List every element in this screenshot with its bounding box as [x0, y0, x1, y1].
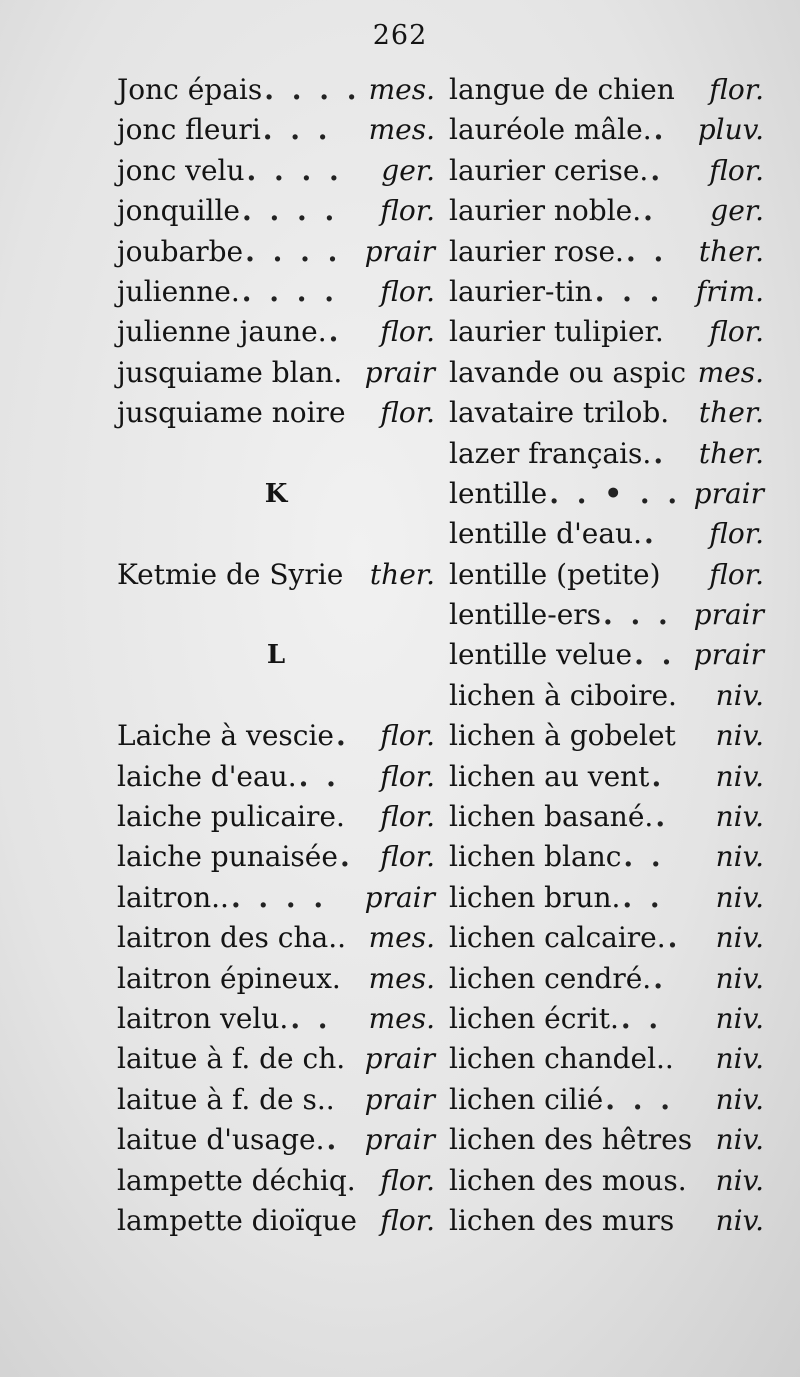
leader-dots: . — [653, 113, 668, 147]
season-abbreviation: flor. — [709, 153, 764, 187]
leader-dots: . . — [290, 1001, 332, 1035]
season-abbreviation: niv. — [715, 1001, 764, 1035]
leader-dots: . — [643, 517, 658, 551]
plant-entry — [449, 676, 764, 716]
leader-dots: . . . . — [230, 880, 328, 914]
plant-name: jusquiame blan. — [117, 355, 343, 389]
plant-name: Jonc épais — [117, 73, 263, 106]
season-abbreviation: prair — [364, 1082, 435, 1116]
plant-name: lichen à gobelet — [449, 719, 676, 753]
plant-name: lichen des mous. — [449, 1163, 687, 1197]
season-abbreviation: niv. — [715, 759, 764, 793]
leader-dots: . . — [634, 638, 676, 672]
season-abbreviation: flor. — [380, 800, 435, 834]
leader-dots: . . . — [605, 1082, 674, 1116]
season-abbreviation: niv. — [715, 840, 764, 874]
plant-name: lichen cendré. — [449, 961, 652, 995]
plant-name: lentille velue — [449, 638, 633, 672]
plant-name: laitron épineux. — [117, 961, 341, 995]
plant-name: lentille — [449, 476, 548, 510]
season-abbreviation: flor. — [380, 396, 435, 430]
season-abbreviation: mes. — [368, 113, 435, 147]
season-abbreviation: niv. — [715, 678, 764, 712]
plant-name: lavande ou aspic — [449, 355, 687, 389]
section-letter-heading: L — [266, 640, 286, 671]
plant-entry — [117, 837, 435, 877]
plant-entry — [117, 70, 435, 110]
plant-name: laurier noble. — [449, 194, 642, 228]
blank-line — [117, 514, 435, 554]
plant-name: laurier-tin — [449, 274, 593, 308]
leader-dots: . . . — [262, 113, 332, 147]
plant-name: lichen blanc — [449, 840, 622, 874]
plant-entry — [117, 878, 435, 918]
season-abbreviation: niv. — [715, 1203, 764, 1237]
plant-entry — [449, 434, 764, 474]
plant-entry — [117, 1039, 435, 1079]
plant-entry — [117, 918, 435, 958]
season-abbreviation: prair — [364, 880, 435, 914]
plant-entry — [449, 474, 764, 514]
right-column — [449, 70, 764, 1241]
plant-name: joubarbe — [117, 234, 244, 268]
plant-name: laitue à f. de s.. — [117, 1082, 335, 1116]
season-abbreviation: ger. — [710, 194, 764, 228]
plant-name: Laiche à vescie — [117, 719, 334, 753]
leader-dots: . — [653, 961, 667, 995]
plant-name: laitue à f. de ch. — [117, 1042, 346, 1076]
leader-dots: . — [328, 315, 343, 349]
season-abbreviation: flor. — [709, 517, 764, 551]
blank-line — [117, 676, 435, 716]
season-abbreviation: ther. — [698, 234, 764, 268]
plant-name: lichen à ciboire. — [449, 678, 677, 712]
leader-dots: . . . — [594, 274, 664, 308]
season-abbreviation: flor. — [380, 315, 435, 349]
season-abbreviation: ther. — [698, 396, 764, 430]
season-abbreviation: prair — [693, 598, 764, 632]
leader-dots: . . — [298, 759, 340, 793]
leader-dots: . . . . — [241, 274, 338, 308]
season-abbreviation: niv. — [715, 1163, 764, 1197]
plant-name: laurier rose. — [449, 234, 624, 268]
season-abbreviation: prair — [364, 1123, 435, 1157]
season-abbreviation: niv. — [715, 719, 764, 753]
section-letter-heading: K — [264, 478, 288, 509]
plant-entry — [449, 555, 764, 595]
plant-entry — [449, 514, 764, 554]
season-abbreviation: niv. — [715, 921, 764, 955]
season-abbreviation: mes. — [368, 961, 435, 995]
leader-dots: . . — [623, 840, 665, 874]
plant-name: laurier cerise. — [449, 153, 649, 187]
season-abbreviation: ther. — [369, 557, 435, 591]
plant-name: laiche d'eau. — [117, 759, 297, 793]
plant-name: lampette déchiq. — [117, 1163, 356, 1197]
leader-dots: . . . . — [245, 234, 342, 268]
season-abbreviation: flor. — [380, 194, 435, 228]
plant-entry — [117, 393, 435, 433]
plant-name: lentille (petite) — [449, 557, 661, 591]
plant-entry — [449, 1201, 764, 1241]
plant-entry — [449, 1080, 764, 1120]
season-abbreviation: flor. — [709, 315, 764, 349]
season-abbreviation: mes. — [697, 355, 764, 389]
season-abbreviation: mes. — [368, 1001, 435, 1035]
season-abbreviation: flor. — [380, 840, 435, 874]
plant-entry — [117, 232, 435, 272]
season-abbreviation: niv. — [715, 961, 764, 995]
plant-name: laitron velu. — [117, 1001, 289, 1035]
plant-entry — [117, 272, 435, 312]
season-abbreviation: prair — [693, 638, 764, 672]
plant-entry — [449, 878, 764, 918]
plant-entry — [449, 716, 764, 756]
season-abbreviation: flor. — [380, 719, 435, 753]
season-abbreviation: prair — [693, 476, 764, 510]
leader-dots: . . • . . — [549, 476, 682, 510]
plant-name: lichen au vent — [449, 759, 650, 793]
leader-dots: . — [336, 719, 350, 753]
plant-name: jonc velu — [117, 153, 245, 187]
plant-name: lichen des murs — [449, 1203, 675, 1237]
leader-dots: . . — [620, 1001, 663, 1035]
plant-entry — [449, 232, 764, 272]
season-abbreviation: niv. — [715, 1082, 764, 1116]
leader-dots: . . . — [603, 598, 672, 632]
plant-entry — [449, 999, 764, 1039]
plant-entry — [449, 635, 764, 675]
leader-dots: . — [643, 194, 657, 228]
plant-name: lichen chandel.. — [449, 1042, 674, 1076]
plant-name: lavataire trilob. — [449, 396, 670, 430]
leader-dots: . . . . — [264, 73, 361, 106]
leader-dots: . . — [625, 234, 668, 268]
plant-entry — [449, 110, 764, 150]
plant-name: laitue d'usage. — [117, 1123, 325, 1157]
plant-name: laiche punaisée — [117, 840, 338, 874]
plant-entry — [449, 959, 764, 999]
plant-entry — [117, 1120, 435, 1160]
season-abbreviation: flor. — [709, 73, 764, 106]
plant-entry — [449, 70, 764, 110]
plant-entry — [117, 1161, 435, 1201]
plant-name: lauréole mâle. — [449, 113, 652, 147]
plant-entry — [117, 716, 435, 756]
plant-entry — [117, 999, 435, 1039]
leader-dots: . — [651, 759, 666, 793]
season-abbreviation: niv. — [715, 1042, 764, 1076]
plant-entry — [449, 272, 764, 312]
plant-name: lampette dioïque — [117, 1203, 357, 1237]
season-abbreviation: flor. — [380, 1163, 435, 1197]
plant-name: lentille-ers — [449, 598, 602, 632]
plant-entry — [449, 757, 764, 797]
leader-dots: . — [339, 840, 354, 874]
season-abbreviation: ger. — [381, 153, 435, 187]
plant-name: lichen brun. — [449, 880, 621, 914]
plant-entry — [117, 555, 435, 595]
plant-entry — [117, 797, 435, 837]
season-abbreviation: flor. — [380, 1203, 435, 1237]
season-abbreviation: niv. — [715, 1123, 764, 1157]
leader-dots: . — [653, 436, 668, 470]
plant-entry — [449, 1039, 764, 1079]
season-abbreviation: prair — [364, 355, 435, 389]
plant-entry — [117, 151, 435, 191]
plant-entry — [449, 312, 764, 352]
plant-name: laitron.. — [117, 880, 229, 914]
plant-entry — [117, 353, 435, 393]
plant-name: julienne. — [117, 274, 240, 308]
plant-name: lentille d'eau. — [449, 517, 642, 551]
plant-entry — [449, 393, 764, 433]
season-abbreviation: flor. — [380, 759, 435, 793]
plant-name: lichen basané. — [449, 800, 654, 834]
leader-dots: . . . . — [246, 153, 343, 187]
plant-entry — [117, 191, 435, 231]
plant-name: lichen cilié — [449, 1082, 604, 1116]
season-abbreviation: ther. — [698, 436, 764, 470]
plant-name: Ketmie de Syrie — [117, 557, 344, 591]
season-abbreviation: mes. — [368, 73, 435, 106]
season-abbreviation: niv. — [715, 800, 764, 834]
plant-entry — [449, 797, 764, 837]
plant-name: laurier tulipier. — [449, 315, 664, 349]
plant-name: julienne jaune. — [117, 315, 327, 349]
plant-name: langue de chien — [449, 73, 675, 106]
plant-entry — [449, 191, 764, 231]
plant-entry — [449, 918, 764, 958]
plant-name: lichen calcaire. — [449, 921, 666, 955]
plant-entry — [449, 151, 764, 191]
plant-entry — [449, 837, 764, 877]
leader-dots: . — [655, 800, 670, 834]
season-abbreviation: flor. — [380, 274, 435, 308]
season-abbreviation: prair — [364, 1042, 435, 1076]
blank-line — [117, 434, 435, 474]
season-abbreviation: frim. — [695, 274, 764, 308]
plant-name: jusquiame noire — [117, 396, 346, 430]
plant-name: jonc fleuri — [117, 113, 261, 147]
left-column — [117, 70, 435, 1241]
season-abbreviation: prair — [364, 234, 435, 268]
plant-entry — [117, 110, 435, 150]
plant-entry — [449, 1120, 764, 1160]
plant-name: lazer français. — [449, 436, 652, 470]
season-abbreviation: pluv. — [697, 113, 764, 147]
plant-entry — [449, 1161, 764, 1201]
plant-entry — [117, 1080, 435, 1120]
leader-dots: . — [650, 153, 665, 187]
season-abbreviation: mes. — [368, 921, 435, 955]
plant-entry — [117, 312, 435, 352]
plant-name: lichen écrit. — [449, 1001, 619, 1035]
plant-name: laitron des cha.. — [117, 921, 347, 955]
leader-dots: . . — [622, 880, 664, 914]
plant-entry — [117, 1201, 435, 1241]
plant-name: lichen des hêtres — [449, 1123, 693, 1157]
leader-dots: . . . . — [241, 194, 339, 228]
blank-line — [117, 595, 435, 635]
plant-entry — [117, 959, 435, 999]
plant-entry — [117, 757, 435, 797]
plant-entry — [449, 595, 764, 635]
page-number: 262 — [372, 20, 428, 51]
plant-name: laiche pulicaire. — [117, 800, 345, 834]
season-abbreviation: flor. — [709, 557, 764, 591]
plant-entry — [449, 353, 764, 393]
plant-name: jonquille — [117, 194, 240, 228]
leader-dots: . — [326, 1123, 341, 1157]
leader-dots: . — [667, 921, 682, 955]
season-abbreviation: niv. — [715, 880, 764, 914]
